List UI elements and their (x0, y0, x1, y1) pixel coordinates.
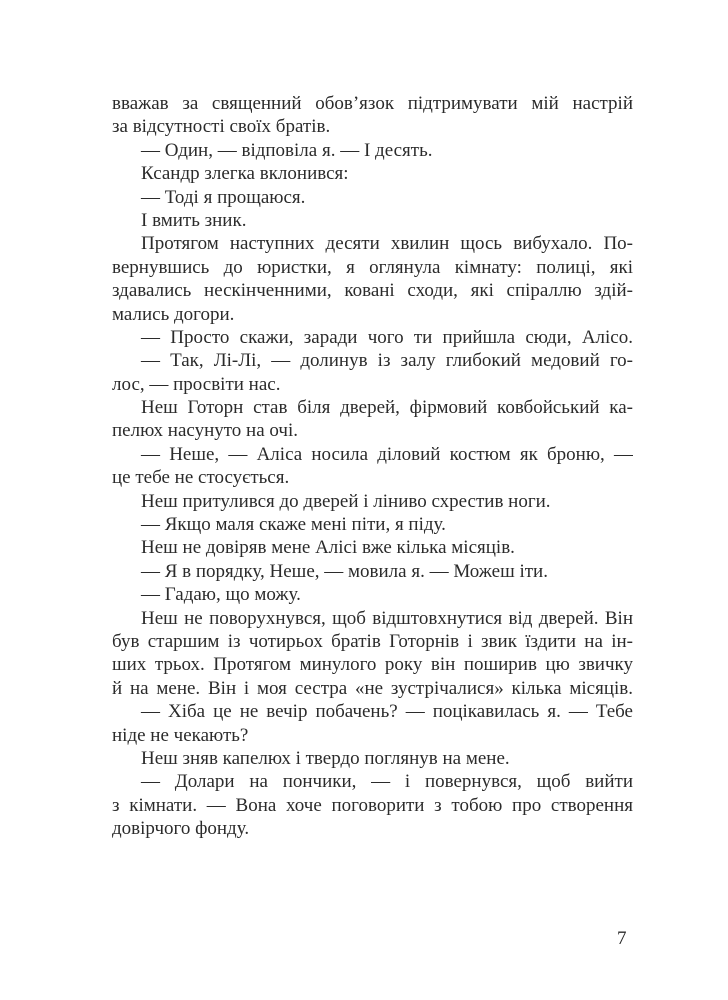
text-line: ніде не чекають? (112, 724, 249, 746)
text-line: це тебе не стосується. (112, 467, 290, 489)
page-number: 7 (617, 928, 627, 949)
text-line: — Тоді я прощаюся. (141, 186, 306, 208)
text-line: — Просто скажи, заради чого ти прийшла сюди, Алісо. (141, 326, 633, 348)
text-line: — Долари на пончики, — і повернувся, щоб вийти (141, 771, 633, 793)
text-line: — Хіба це не вечір побачень? — поцікавилась я. — Тебе (141, 701, 633, 723)
text-line: ших трьох. Протягом минулого року він поширив цю звичку (112, 654, 633, 676)
text-line: — Я в порядку, Неше, — мовила я. — Можеш іти. (141, 560, 548, 582)
text-line: пелюх насунуто на очі. (112, 420, 298, 442)
text-line: вернувшись до юристки, я оглянула кімнату: полиці, які (112, 256, 633, 278)
body-text (112, 92, 633, 841)
text-line: був старшим із чотирьох братів Готорнів і звик їздити на ін- (112, 630, 633, 652)
text-line: — Неше, — Аліса носила діловий костюм як броню, — (141, 443, 633, 465)
text-line: лос, — просвіти нас. (112, 373, 281, 395)
text-line: І вмить зник. (141, 209, 247, 231)
text-line: довірчого фонду. (112, 818, 250, 840)
text-line: — Якщо маля скаже мені піти, я піду. (141, 514, 446, 536)
text-line: Неш зняв капелюх і твердо поглянув на мене. (141, 747, 510, 769)
text-line: з кімнати. — Вона хоче поговорити з тобою про створення (112, 794, 633, 816)
text-line: здавались нескінченними, ковані сходи, які спіраллю здій- (112, 280, 633, 302)
text-line: за відсутності своїх братів. (112, 116, 331, 138)
text-line: — Один, — відповіла я. — І десять. (141, 139, 433, 161)
text-line: — Так, Лі-Лі, — долинув із залу глибокий медовий го- (141, 350, 633, 372)
text-line: мались догори. (112, 303, 235, 325)
text-line: Неш Готорн став біля дверей, фірмовий ковбойський ка- (141, 397, 633, 419)
text-line: Неш не поворухнувся, щоб відштовхнутися від дверей. Він (141, 607, 633, 629)
text-line: Ксандр злегка вклонився: (141, 163, 349, 185)
text-line: Протягом наступних десяти хвилин щось вибухало. По- (141, 233, 633, 255)
text-line: й на мене. Він і моя сестра «не зустрічалися» кілька місяців. (112, 677, 633, 699)
text-line: вважав за священний обов’язок підтримувати мій настрій (112, 93, 633, 114)
text-line: — Гадаю, що можу. (141, 584, 301, 606)
text-line: Неш не довіряв мене Алісі вже кілька місяців. (141, 537, 515, 559)
text-line: Неш притулився до дверей і ліниво схрестив ноги. (141, 490, 551, 512)
